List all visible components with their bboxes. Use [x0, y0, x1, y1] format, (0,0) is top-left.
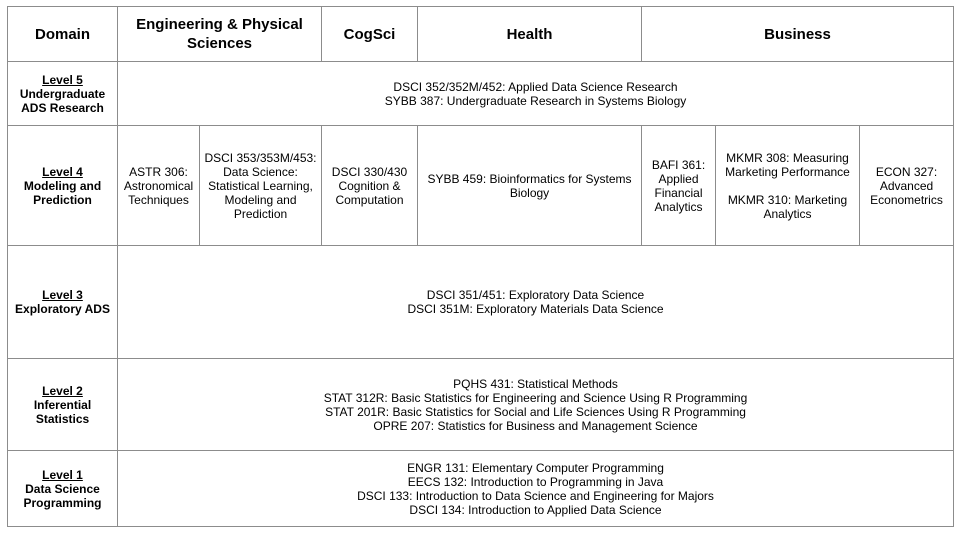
level2-courses: [118, 359, 954, 451]
header-row: [8, 7, 954, 62]
course-item: PQHS 431: Statistical Methods: [453, 376, 618, 391]
course-mkmr-cell: [716, 126, 860, 246]
level3-number: Level 3: [42, 288, 83, 302]
course-econ-327: ECON 327: Advanced Econometrics: [860, 126, 954, 246]
level4-label: [8, 126, 118, 246]
level4-number: Level 4: [42, 164, 83, 179]
course-item: DSCI 351M: Exploratory Materials Data Science: [407, 302, 664, 316]
level1-number: Level 1: [42, 467, 83, 482]
header-health: Health: [418, 7, 642, 62]
course-item: SYBB 387: Undergraduate Research in Systems Biology: [384, 93, 687, 108]
course-dsci-353: DSCI 353/353M/453: Data Science: Statistical Learning, Modeling and Prediction: [200, 126, 322, 246]
course-item: DSCI 352/352M/452: Applied Data Science Research: [393, 79, 678, 94]
course-item: OPRE 207: Statistics for Business and Management Science: [373, 418, 698, 433]
curriculum-table: [7, 6, 954, 527]
course-dsci-330: DSCI 330/430 Cognition & Computation: [322, 126, 418, 246]
level5-label: [8, 62, 118, 126]
level5-row: [8, 62, 954, 126]
course-bafi-361: BAFI 361: Applied Financial Analytics: [642, 126, 716, 246]
level5-courses: [118, 62, 954, 126]
level3-name: Exploratory ADS: [15, 302, 110, 316]
course-item: ENGR 131: Elementary Computer Programming: [407, 460, 664, 475]
level5-name: Undergraduate ADS Research: [19, 86, 106, 115]
level5-number: Level 5: [42, 72, 83, 87]
course-item: STAT 312R: Basic Statistics for Engineering and Science Using R Programming: [323, 390, 748, 405]
header-engineering-physical-sciences: Engineering & Physical Sciences: [118, 7, 322, 62]
level2-name: Inferential Statistics: [33, 397, 92, 426]
course-astr-306: ASTR 306: Astronomical Techniques: [118, 126, 200, 246]
level3-courses: [118, 246, 954, 359]
header-cogsci: CogSci: [322, 7, 418, 62]
course-item: DSCI 133: Introduction to Data Science and Engineering for Majors: [357, 488, 714, 503]
level1-label: [8, 451, 118, 527]
course-sybb-459: SYBB 459: Bioinformatics for Systems Biology: [418, 126, 642, 246]
level1-courses: [118, 451, 954, 527]
level4-row: [8, 126, 954, 246]
level3-row: [8, 246, 954, 359]
level2-label: [8, 359, 118, 451]
level3-label: [8, 246, 118, 359]
spacer: [719, 179, 856, 193]
course-item: DSCI 134: Introduction to Applied Data Science: [409, 502, 662, 517]
course-mkmr-310: MKMR 310: Marketing Analytics: [727, 192, 848, 221]
course-mkmr-308: MKMR 308: Measuring Marketing Performance: [725, 150, 850, 179]
header-domain: Domain: [8, 7, 118, 62]
level2-row: [8, 359, 954, 451]
course-item: EECS 132: Introduction to Programming in Java: [407, 474, 664, 489]
course-item: DSCI 351/451: Exploratory Data Science: [426, 288, 645, 302]
level1-row: [8, 451, 954, 527]
level4-name: Modeling and Prediction: [23, 178, 102, 207]
level2-number: Level 2: [42, 383, 83, 398]
header-business: Business: [642, 7, 954, 62]
level1-name: Data Science Programming: [23, 481, 102, 510]
course-item: STAT 201R: Basic Statistics for Social and Life Sciences Using R Programming: [325, 404, 746, 419]
